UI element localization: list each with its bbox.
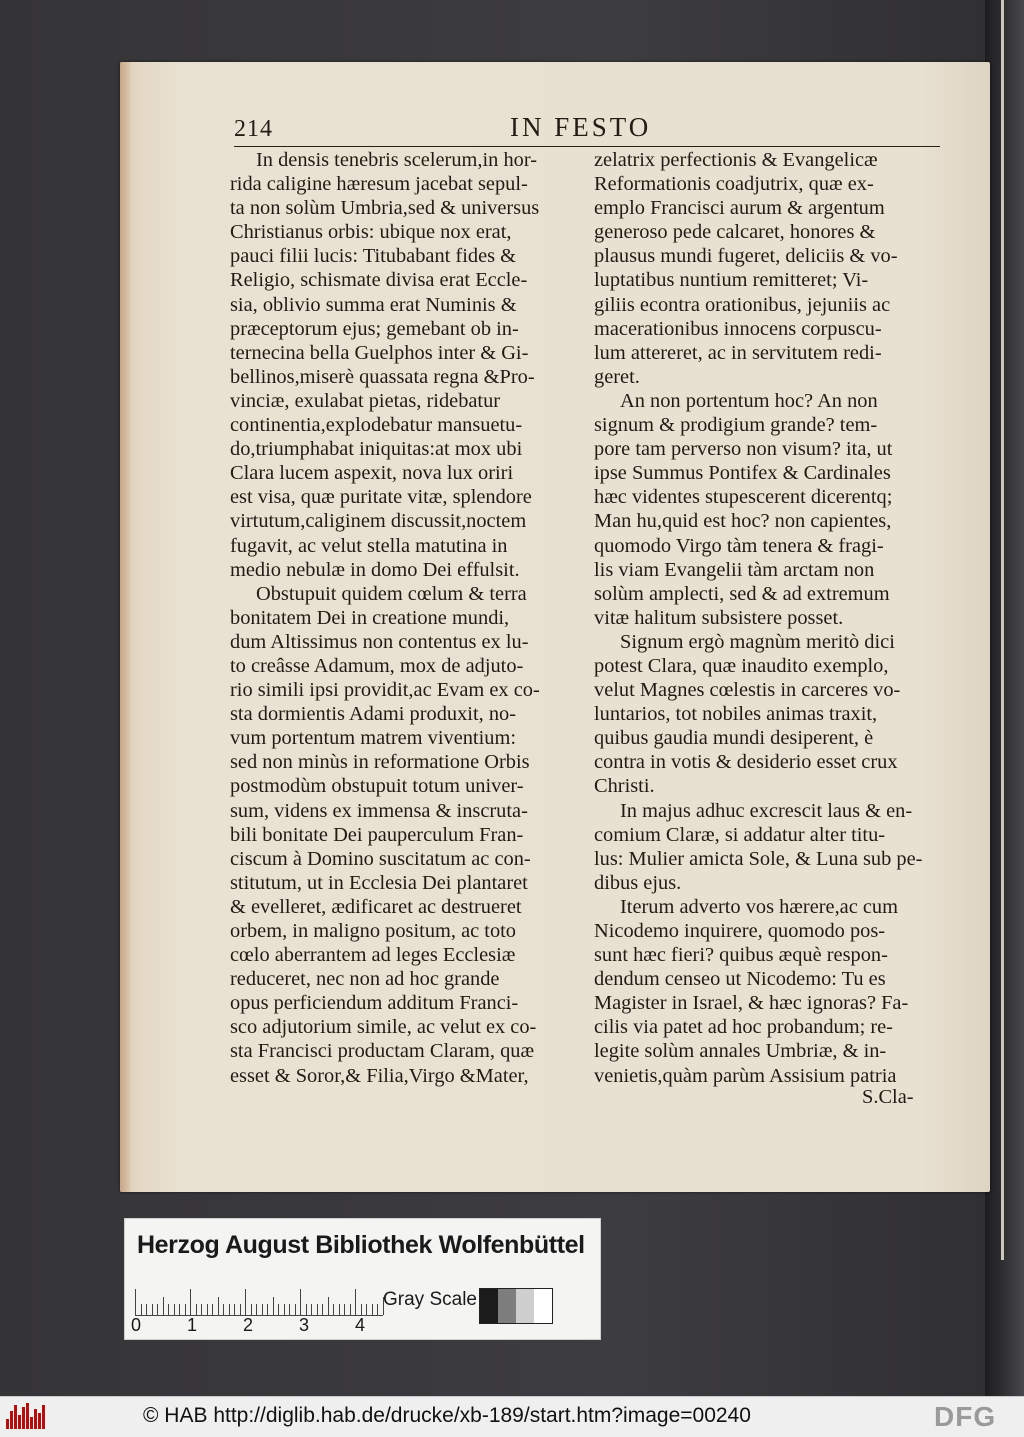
text-line: Magister in Israel, & hæc ignoras? Fa- (594, 992, 909, 1015)
text-line: ciscum à Domino suscitatum ac con- (230, 847, 531, 870)
logo-bar (22, 1407, 25, 1429)
ruler-tick (229, 1304, 230, 1315)
text-line: ternecina bella Guelphos inter & Gi- (230, 341, 529, 364)
ruler-tick (185, 1304, 186, 1315)
text-line: sia, oblivio summa erat Numinis & (230, 293, 517, 316)
running-title: IN FESTO (510, 112, 652, 142)
logo-bar (18, 1415, 21, 1429)
text-line: giliis econtra orationibus, jejuniis ac (594, 293, 891, 316)
ruler-tick (251, 1304, 252, 1315)
ruler-tick (361, 1304, 362, 1315)
text-line: bili bonitate Dei pauperculum Fran- (230, 823, 524, 846)
text-line: contra in votis & desiderio esset crux (594, 751, 898, 774)
text-line: opus perficiendum additum Franci- (230, 992, 519, 1015)
logo-bar (10, 1411, 13, 1429)
ruler-tick (240, 1304, 241, 1315)
ruler-tick (190, 1289, 191, 1315)
text-line: postmodùm obstupuit totum univer- (230, 775, 524, 798)
ruler-tick (146, 1304, 147, 1315)
ruler-tick (234, 1304, 235, 1315)
page-edge (120, 62, 130, 1192)
ruler-tick (317, 1304, 318, 1315)
text-line: ta non solùm Umbria,sed & universus (230, 197, 540, 220)
logo-bar (14, 1405, 17, 1429)
text-line: rida caligine hæresum jacebat sepul- (230, 173, 528, 196)
text-line: & evelleret, ædificaret ac destrueret (230, 895, 522, 918)
gray-patch (516, 1289, 534, 1323)
ruler-tick (207, 1304, 208, 1315)
text-line: Nicodemo inquirere, quomodo pos- (594, 920, 886, 942)
ruler-tick (295, 1304, 296, 1315)
ruler-number: 2 (243, 1315, 254, 1335)
ruler-tick (223, 1304, 224, 1315)
logo-bar (34, 1409, 37, 1429)
ruler-tick (152, 1304, 153, 1315)
text-line: Iterum adverto vos hærere,ac cum (620, 895, 898, 918)
text-line: hæc videntes stupescerent dicerentq; (594, 486, 893, 509)
ruler-tick (339, 1304, 340, 1315)
ruler-tick (372, 1304, 373, 1315)
ruler-tick (333, 1304, 334, 1315)
gray-patch (480, 1289, 498, 1323)
text-column-left (230, 148, 575, 1088)
text-line: dum Altissimus non contentus ex lu- (230, 630, 529, 653)
ruler-tick (256, 1304, 257, 1315)
text-line: sed non minùs in reformatione Orbis (230, 751, 530, 774)
text-line: dibus ejus. (594, 871, 682, 894)
ruler-tick (201, 1304, 202, 1315)
ruler-tick (300, 1289, 301, 1315)
text-line: fugavit, ac velut stella matutina in (230, 534, 508, 557)
text-line: sta Francisci productam Claram, quæ (230, 1040, 535, 1063)
dfg-logo-icon: DFG (934, 1401, 997, 1432)
logo-bar (30, 1417, 33, 1429)
text-line: Christianus orbis: ubique nox erat, (230, 221, 512, 244)
ruler-tick (366, 1304, 367, 1315)
ruler-tick (196, 1304, 197, 1315)
ruler-number: 3 (299, 1315, 310, 1335)
text-line: comium Claræ, si addatur alter titu- (594, 823, 886, 846)
text-line: lis viam Evangelii tàm arctam non (594, 558, 875, 581)
text-line: emplo Francisci aurum & argentum (594, 197, 885, 220)
text-line: lus: Mulier amicta Sole, & Luna sub pe- (594, 847, 923, 870)
text-line: Signum ergò magnùm meritò dici (620, 630, 895, 653)
text-line: est visa, quæ puritate vitæ, splendore (230, 486, 532, 509)
text-line: luntarios, tot nobiles animas traxit, (594, 703, 878, 726)
text-column-right (594, 148, 939, 1088)
text-line: esset & Soror,& Filia,Virgo &Mater, (230, 1064, 529, 1087)
ruler-tick (311, 1304, 312, 1315)
text-line: solùm amplecti, sed & ad extremum (594, 582, 890, 605)
text-line: dendum censeo ut Nicodemo: Tu es (594, 968, 886, 991)
ruler-tick (278, 1304, 279, 1315)
text-line: zelatrix perfectionis & Evangelicæ (594, 149, 878, 171)
ruler-tick (157, 1304, 158, 1315)
ruler-tick (306, 1304, 307, 1315)
text-line: vitæ halitum subsistere posset. (594, 606, 844, 629)
text-line: legite solùm annales Umbriæ, & in- (594, 1040, 887, 1063)
ruler-tick (273, 1297, 274, 1315)
gray-patch (534, 1289, 552, 1323)
running-head (234, 112, 934, 146)
text-line: sum, videns ex immensa & inscruta- (230, 799, 528, 822)
text-line: rio simili ipsi providit,ac Evam ex co- (230, 679, 540, 702)
text-line: Reformationis coadjutrix, quæ ex- (594, 173, 874, 196)
text-line: cœlo aberrantem ad leges Ecclesiæ (230, 944, 516, 967)
text-line: signum & prodigium grande? tem- (594, 414, 878, 437)
text-line: præceptorum ejus; gemebant ob in- (230, 317, 519, 340)
text-line: continentia,explodebatur mansuetu- (230, 414, 523, 437)
text-line: to creâsse Adamum, mox de adjuto- (230, 654, 524, 677)
text-line: Clara lucem aspexit, nova lux oriri (230, 462, 514, 485)
book-binding (985, 0, 1024, 1396)
ruler-number: 0 (131, 1315, 142, 1335)
text-line: Christi. (594, 775, 655, 798)
text-line: macerationibus innocens corpuscu- (594, 317, 882, 340)
ruler-tick (328, 1297, 329, 1315)
hab-logo-icon (6, 1403, 48, 1431)
ruler-tick (350, 1304, 351, 1315)
text-line: sco adjutorium simile, ac velut ex co- (230, 1016, 537, 1039)
text-line: orbem, in maligno positum, ac toto (230, 920, 516, 942)
text-line: vum portentum matrem viventium: (230, 727, 516, 750)
footer-bar (0, 1396, 1024, 1437)
ruler-tick (322, 1304, 323, 1315)
text-line: Religio, schismate divisa erat Eccle- (230, 269, 528, 292)
ruler-tick (377, 1304, 378, 1315)
library-name: Herzog August Bibliothek Wolfenbüttel (137, 1231, 585, 1259)
head-rule (234, 146, 940, 147)
logo-bar (38, 1413, 41, 1429)
text-line: sunt hæc fieri? quibus æquè respon- (594, 944, 888, 967)
text-line: medio nebulæ in domo Dei effulsit. (230, 558, 520, 581)
text-line: An non portentum hoc? An non (620, 389, 878, 412)
text-line: luptatibus nuntium remitteret; Vi- (594, 269, 869, 292)
text-line: velut Magnes cœlestis in carceres vo- (594, 679, 901, 702)
text-line: potest Clara, quæ inaudito exemplo, (594, 654, 889, 677)
ruler-tick (344, 1304, 345, 1315)
text-line: sta dormientis Adami produxit, no- (230, 703, 517, 726)
text-line: lum attereret, ac in servitutem redi- (594, 341, 882, 364)
text-line: do,triumphabat iniquitas:at mox ubi (230, 438, 523, 461)
ruler-tick (267, 1304, 268, 1315)
logo-bar (6, 1419, 9, 1429)
binding-page-strip (1001, 0, 1004, 1260)
text-line: ipse Summus Pontifex & Cardinales (594, 462, 891, 485)
text-line: geret. (594, 365, 640, 388)
scale-ruler (135, 1287, 383, 1316)
ruler-number: 1 (187, 1315, 198, 1335)
gray-scale-patches (479, 1288, 553, 1324)
color-calibration-card (124, 1218, 601, 1340)
gray-patch (498, 1289, 516, 1323)
ruler-tick (135, 1289, 136, 1315)
text-line: In majus adhuc excrescit laus & en- (620, 799, 913, 822)
page-number: 214 (234, 116, 273, 142)
ruler-tick (174, 1304, 175, 1315)
catchword: S.Cla- (862, 1086, 914, 1108)
gray-scale-label: Gray Scale (383, 1289, 477, 1310)
ruler-tick (141, 1304, 142, 1315)
text-line: bonitatem Dei in creatione mundi, (230, 606, 510, 629)
text-line: cilis via patet ad hoc probandum; re- (594, 1016, 893, 1039)
text-line: reduceret, nec non ad hoc grande (230, 968, 500, 991)
text-line: In densis tenebris scelerum,in hor- (256, 149, 538, 171)
logo-bar (26, 1403, 29, 1429)
ruler-number: 4 (355, 1315, 366, 1335)
ruler-tick (245, 1289, 246, 1315)
text-line: bellinos,miserè quassata regna &Pro- (230, 365, 535, 388)
text-line: generoso pede calcaret, honores & (594, 221, 876, 244)
text-line: plausus mundi fugeret, deliciis & vo- (594, 245, 898, 268)
text-line: Obstupuit quidem cœlum & terra (256, 582, 527, 605)
copyright-url[interactable]: © HAB http://diglib.hab.de/drucke/xb-189/start.htm?image=00240 (143, 1404, 751, 1427)
text-line: vinciæ, exulabat pietas, ridebatur (230, 389, 501, 412)
text-line: pore tam perverso non visum? ita, ut (594, 438, 893, 461)
ruler-tick (212, 1304, 213, 1315)
text-line: stitutum, ut in Ecclesia Dei plantaret (230, 871, 528, 894)
text-line: Man hu,quid est hoc? non capientes, (594, 510, 892, 533)
ruler-tick (355, 1289, 356, 1315)
ruler-tick (289, 1304, 290, 1315)
logo-bar (42, 1405, 45, 1429)
ruler-tick (163, 1297, 164, 1315)
ruler-tick (179, 1304, 180, 1315)
text-line: virtutum,caliginem discussit,noctem (230, 510, 527, 533)
ruler-tick (218, 1297, 219, 1315)
ruler-tick (284, 1304, 285, 1315)
text-line: pauci filii lucis: Titubabant fides & (230, 245, 517, 268)
ruler-tick (262, 1304, 263, 1315)
text-line: quomodo Virgo tàm tenera & fragi- (594, 534, 884, 557)
text-line: venietis,quàm parùm Assisium patria (594, 1064, 897, 1087)
text-line: quibus gaudia mundi desiperent, è (594, 727, 874, 750)
ruler-tick (168, 1304, 169, 1315)
